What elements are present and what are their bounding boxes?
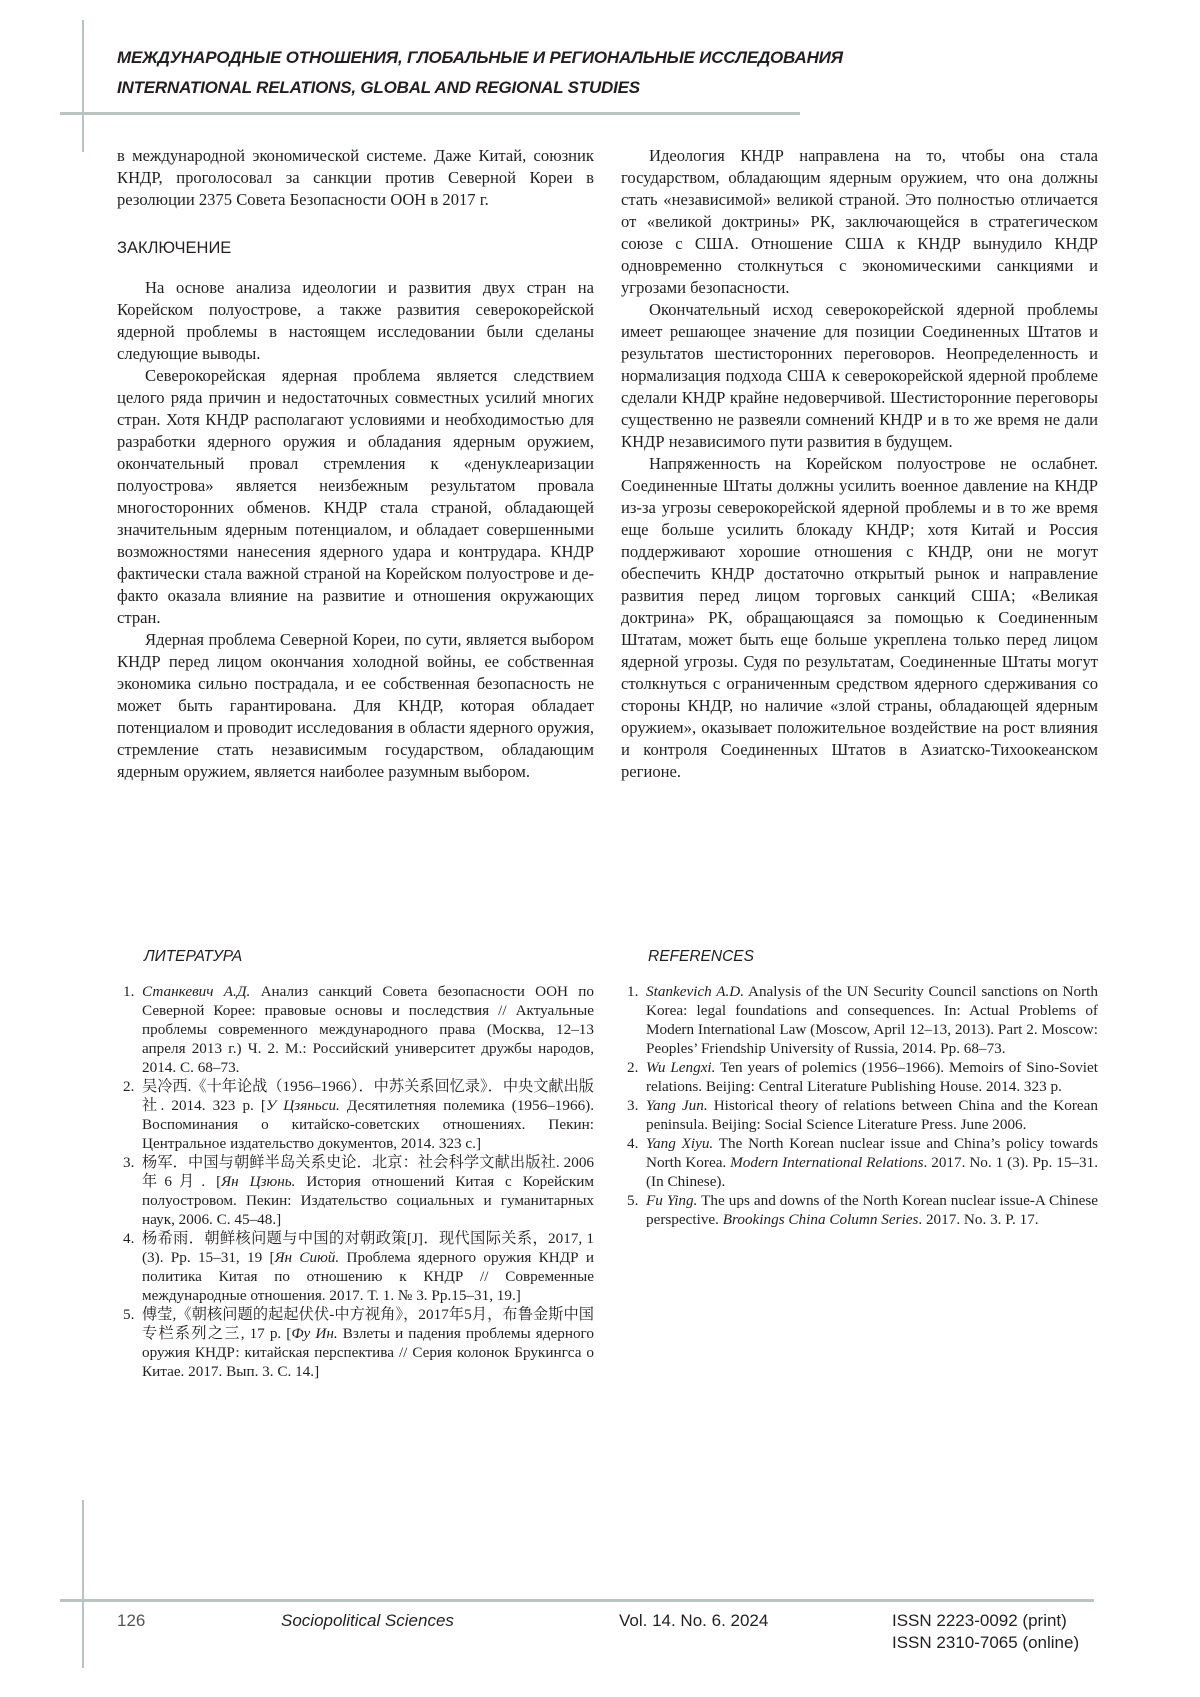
reference-text: 吴冷西.《十年论战（1956–1966）．中苏关系回忆录》．中央文献出版社. 2014. 323 p. [ <box>142 1078 594 1114</box>
reference-item <box>117 1229 594 1305</box>
reference-text: История отношений Китая с Корейским полуостровом. Пекин: Издательство социальных и гуманитарных наук, 2006. С. 45–48.] <box>142 1173 594 1228</box>
reference-item <box>117 1305 594 1381</box>
reference-text: The North Korean nuclear issue and China’s policy towards North Korea. <box>646 1135 1098 1171</box>
paragraph: Идеология КНДР направлена на то, чтобы она стала государством, обладающим ядерным оружием, что она должны стать «независимой» великой страной. Это полностью отличается от «великой доктрины» РК, заключающейся в стратегическом союзе с США. Отношение США к КНДР вынудило КНДР одновременно столкнуться с экономическими санкциями и угрозами безопасности. <box>621 145 1098 299</box>
left-column <box>117 145 594 783</box>
bottom-vertical-rule <box>82 1500 84 1668</box>
paragraph: Напряженность на Корейском полуострове не ослабнет. Соединенные Штаты должны усилить военное давление на КНДР из-за угрозы северокорейской ядерной проблемы и в то же время еще больше усилить блокаду КНДР; хотя Китай и Россия поддерживают хорошие отношения с КНДР, они не могут обеспечить КНДР достаточно открытый рынок и направление развития перед лицом торговых санкций США; «Великая доктрина» РК, обращающаяся за помощью к Соединенным Штатам, может быть еще больше укреплена только перед лицом ядерной угрозы. Судя по результатам, Соединенные Штаты могут столкнуться с ограниченным средством ядерного сдерживания со стороны КНДР, но наличие «злой страны, обладающей ядерным оружием», оказывает положительное воздействие на рост влияния и контроля Соединенных Штатов в Азиатско-Тихоокеанском регионе. <box>621 453 1098 783</box>
reference-text: Historical theory of relations between China and the Korean peninsula. Beijing: Social Science Literature Press. June 2006. <box>646 1097 1098 1133</box>
paragraph: Ядерная проблема Северной Кореи, по сути, является выбором КНДР перед лицом окончания холодной войны, ее собственная экономика сильно пострадала, и ее собственная безопасность не может быть гарантирована. Для КНДР, которая обладает потенциалом и проводит исследования в области ядерного оружия, стремление стать независимым государством, обладающим ядерным оружием, является наиболее разумным выбором. <box>117 629 594 783</box>
top-vertical-rule <box>82 20 84 152</box>
paragraph-continuation: в международной экономической системе. Даже Китай, союзник КНДР, проголосовал за санкции против Северной Кореи в резолюции 2375 Совета Безопасности ООН в 2017 г. <box>117 145 594 211</box>
references-en-title: REFERENCES <box>648 948 754 966</box>
reference-number: 5. <box>123 1305 134 1324</box>
reference-italic-text: Yang Jun. <box>646 1097 708 1114</box>
reference-text: . 2017. No. 3. P. 17. <box>918 1211 1038 1228</box>
references-ru-list <box>117 982 594 1381</box>
reference-italic-text: Yang Xiyu. <box>646 1135 713 1152</box>
footer-rule <box>60 1599 1094 1602</box>
running-header-ru: МЕЖДУНАРОДНЫЕ ОТНОШЕНИЯ, ГЛОБАЛЬНЫЕ И РЕГИОНАЛЬНЫЕ ИССЛЕДОВАНИЯ <box>117 48 843 68</box>
reference-item <box>621 1134 1098 1191</box>
reference-italic-text: Ян Цзюнь. <box>221 1173 295 1190</box>
journal-name: Sociopolitical Sciences <box>281 1611 454 1631</box>
reference-number: 4. <box>123 1229 134 1248</box>
reference-italic-text: Wu Lengxi. <box>646 1059 715 1076</box>
reference-text: Десятилетняя полемика (1956–1966). Воспоминания о китайско-советских отношениях. Пекин: Центральное издательство документов, 2014. 323 с.] <box>142 1097 594 1152</box>
reference-text: Взлеты и падения проблемы ядерного оружия КНДР: китайская перспектива // Серия колонок Брукингса о Китае. 2017. Вып. 3. С. 14.] <box>142 1325 594 1380</box>
header-rule <box>60 112 800 115</box>
reference-number: 4. <box>627 1134 638 1153</box>
reference-italic-text: Ян Сиюй. <box>275 1249 340 1266</box>
reference-item <box>117 982 594 1077</box>
page-number: 126 <box>117 1611 145 1631</box>
paragraph: На основе анализа идеологии и развития двух стран на Корейском полуострове, а также развития северокорейской ядерной проблемы в настоящем исследовании были сделаны следующие выводы. <box>117 277 594 365</box>
reference-number: 1. <box>627 982 638 1001</box>
journal-issue: Vol. 14. No. 6. 2024 <box>619 1611 768 1631</box>
references-ru-title: ЛИТЕРАТУРА <box>144 948 242 966</box>
reference-italic-text: У Цзяньси. <box>266 1097 340 1114</box>
issn-online: ISSN 2310-7065 (online) <box>892 1633 1079 1653</box>
reference-number: 2. <box>123 1077 134 1096</box>
reference-number: 1. <box>123 982 134 1001</box>
reference-item <box>621 1058 1098 1096</box>
reference-number: 2. <box>627 1058 638 1077</box>
reference-item <box>621 1096 1098 1134</box>
reference-number: 3. <box>123 1153 134 1172</box>
reference-item <box>117 1077 594 1153</box>
section-heading: ЗАКЛЮЧЕНИЕ <box>117 237 594 259</box>
reference-number: 3. <box>627 1096 638 1115</box>
reference-text: 杨希雨．朝鲜核问题与中国的对朝政策[J]．现代国际关系，2017, 1 (3). Pp. 15–31, 19 [ <box>142 1230 594 1266</box>
reference-item <box>621 982 1098 1058</box>
reference-number: 5. <box>627 1191 638 1210</box>
reference-italic-text: Станкевич А.Д. <box>142 983 250 1000</box>
reference-italic-text: Stankevich A.D. <box>646 983 744 1000</box>
paragraph: Северокорейская ядерная проблема является следствием целого ряда причин и недостаточных совместных усилий многих стран. Хотя КНДР располагают условиями и необходимостью для разработки ядерного оружия и обладания ядерным оружием, окончательный провал стремления к «денуклеаризации полуострова» является неизбежным результатом провала многосторонних обменов. КНДР стала страной, обладающей значительным ядерным потенциалом, и обладает совершенными возможностями нанесения ядерного удара и контрудара. КНДР фактически стала важной страной на Корейском полуострове и де-факто оказала влияние на развитие и отношения окружающих стран. <box>117 365 594 629</box>
paragraph: Окончательный исход северокорейской ядерной проблемы имеет решающее значение для позиции Соединенных Штатов и результатов шестисторонних переговоров. Неопределенность и нормализация подхода США к северокорейской ядерной проблеме сделали КНДР крайне недоверчивой. Шестисторонние переговоры существенно не развеяли сомнений КНДР и в то же время не дали КНДР независимого пути развития в будущем. <box>621 299 1098 453</box>
reference-item <box>117 1153 594 1229</box>
reference-italic-text: Brookings China Column Series <box>723 1211 919 1228</box>
reference-text: Анализ санкций Совета безопасности ООН по Северной Корее: правовые основы и последствия // Актуальные проблемы современного международного права (Москва, 12–13 апреля 2013 г.) Ч. 2. М.: Российский университет дружбы народов, 2014. С. 68–73. <box>142 983 594 1076</box>
reference-text: Ten years of polemics (1956–1966). Memoirs of Sino-Soviet relations. Beijing: Central Literature Publishing House. 2014. 323 p. <box>646 1059 1098 1095</box>
reference-item <box>621 1191 1098 1229</box>
reference-text: 杨军．中国与朝鲜半岛关系史论．北京：社会科学文献出版社. 2006年6月. [ <box>142 1154 594 1190</box>
right-column <box>621 145 1098 783</box>
issn-print: ISSN 2223-0092 (print) <box>892 1611 1067 1631</box>
references-en-list <box>621 982 1098 1229</box>
reference-italic-text: Modern International Relations <box>730 1154 923 1171</box>
reference-italic-text: Фу Ин. <box>291 1325 337 1342</box>
reference-text: Проблема ядерного оружия КНДР и политика Китая по отношению к КНДР // Современные международные отношения. 2017. Т. 1. № 3. Pp.15–31, 19.] <box>142 1249 594 1304</box>
reference-text: The ups and downs of the North Korean nuclear issue-A Chinese perspective. <box>646 1192 1098 1228</box>
reference-text: 傅莹,《朝核问题的起起伏伏-中方视角》，2017年5月，布鲁金斯中国专栏系列之三, 17 p. [ <box>142 1306 594 1342</box>
reference-text: . 2017. No. 1 (3). Pp. 15–31. (In Chinese). <box>646 1154 1098 1190</box>
reference-text: Analysis of the UN Security Council sanctions on North Korea: legal foundations and consequences. In: Actual Problems of Modern International Law (Moscow, April 12–13, 2013). Part 2. Moscow: Peoples’ Friendship University of Russia, 2014. Pp. 68–73. <box>646 983 1098 1057</box>
reference-italic-text: Fu Ying. <box>646 1192 697 1209</box>
running-header-en: INTERNATIONAL RELATIONS, GLOBAL AND REGIONAL STUDIES <box>117 78 640 98</box>
